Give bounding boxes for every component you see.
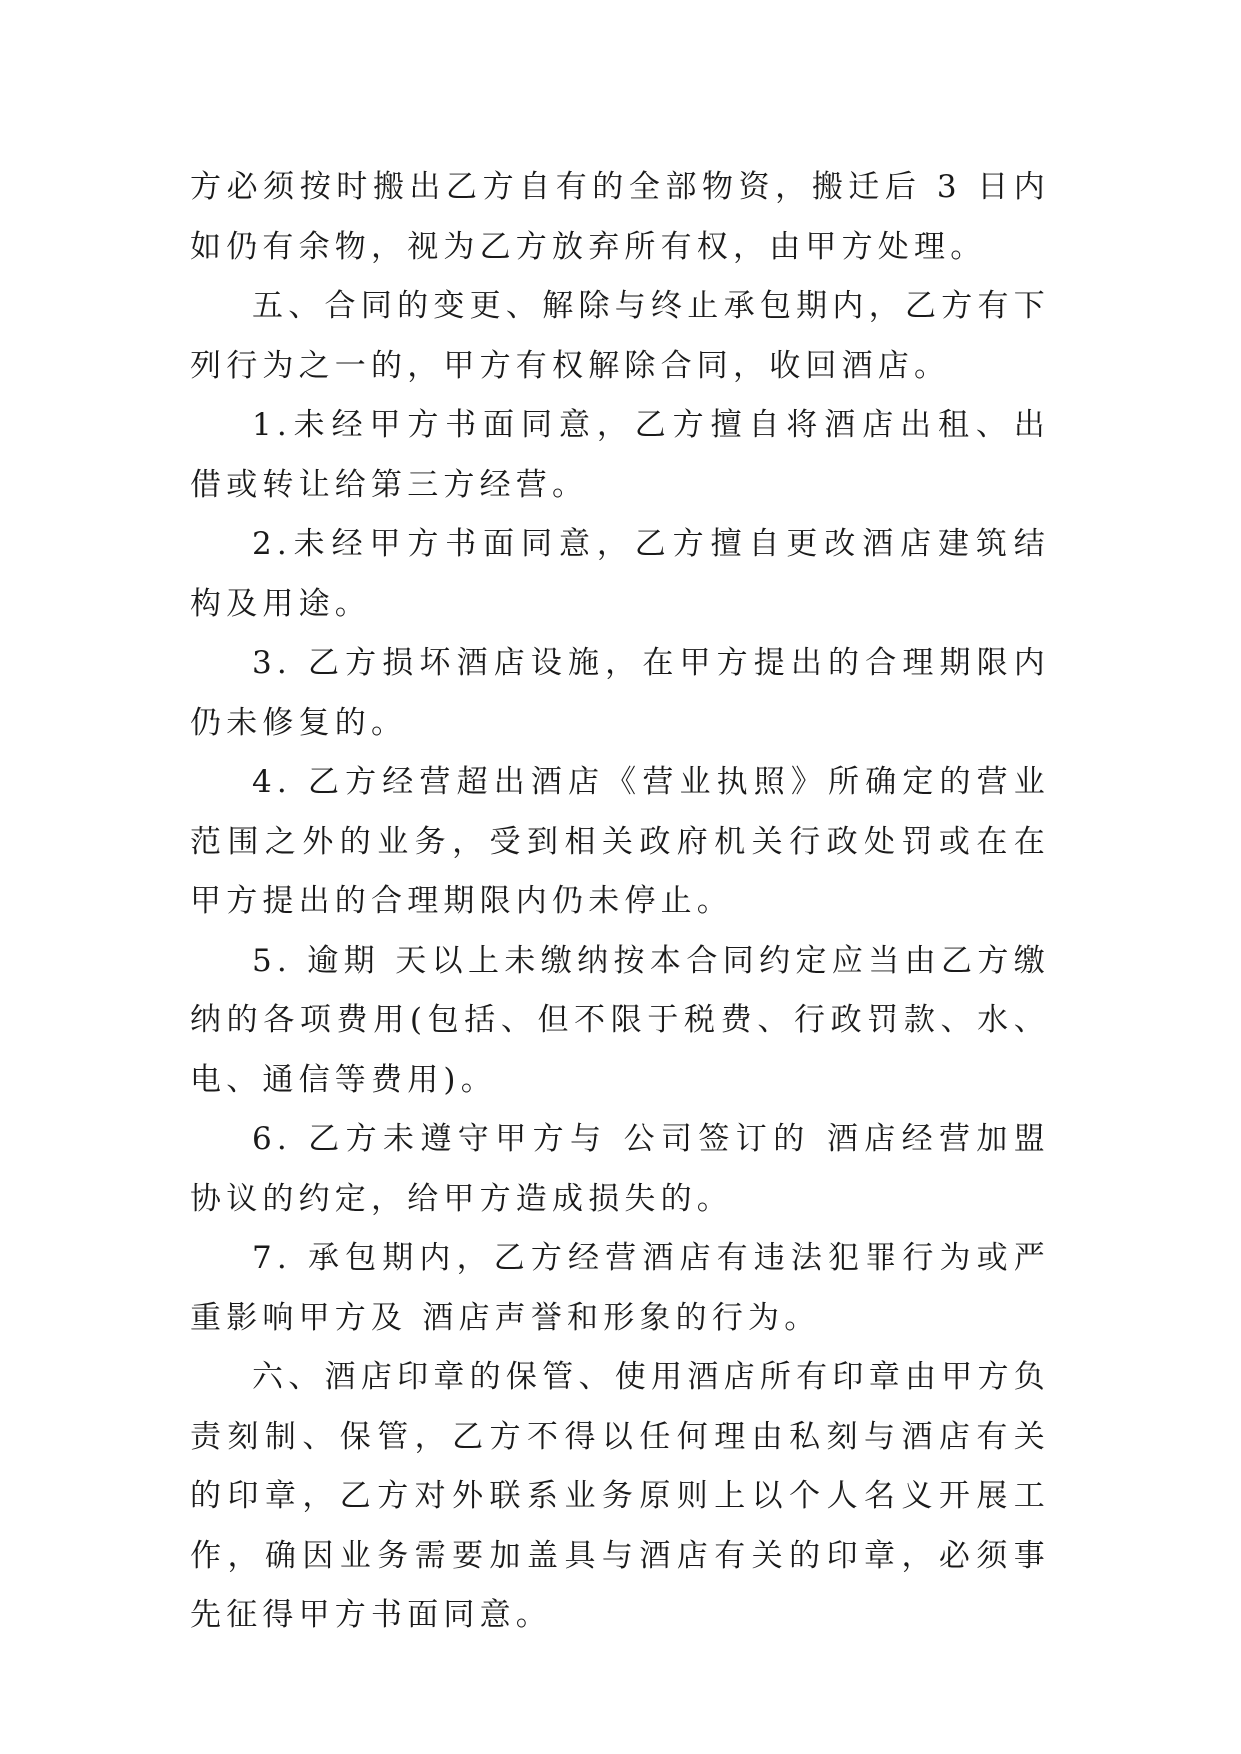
paragraph-section-six: 六、酒店印章的保管、使用酒店所有印章由甲方负责刻制、保管，乙方不得以任何理由私刻与酒店有关的印章，乙方对外联系业务原则上以个人名义开展工作，确因业务需要加盖具与酒店有关的印章，必须事先征得甲方书面同意。 <box>190 1359 1050 1633</box>
document-body <box>190 158 1050 1646</box>
paragraph-continuation: 方必须按时搬出乙方自有的全部物资，搬迁后 3 日内如仍有余物，视为乙方放弃所有权，由甲方处理。 <box>190 169 1050 265</box>
paragraph-item-4: 4. 乙方经营超出酒店《营业执照》所确定的营业范围之外的业务，受到相关政府机关行政处罚或在在甲方提出的合理期限内仍未停止。 <box>190 764 1050 919</box>
paragraph-item-2: 2.未经甲方书面同意，乙方擅自更改酒店建筑结构及用途。 <box>190 526 1050 622</box>
paragraph-item-7: 7. 承包期内，乙方经营酒店有违法犯罪行为或严重影响甲方及 酒店声誉和形象的行为。 <box>190 1240 1050 1336</box>
paragraph-item-3: 3. 乙方损坏酒店设施，在甲方提出的合理期限内仍未修复的。 <box>190 645 1050 741</box>
paragraph-section-five: 五、合同的变更、解除与终止承包期内，乙方有下列行为之一的，甲方有权解除合同，收回酒店。 <box>190 288 1050 384</box>
paragraph-item-5: 5. 逾期 天以上未缴纳按本合同约定应当由乙方缴纳的各项费用(包括、但不限于税费、行政罚款、水、电、通信等费用)。 <box>190 942 1050 1098</box>
paragraph-item-6: 6. 乙方未遵守甲方与 公司签订的 酒店经营加盟协议的约定，给甲方造成损失的。 <box>190 1121 1050 1217</box>
paragraph-item-1: 1.未经甲方书面同意，乙方擅自将酒店出租、出借或转让给第三方经营。 <box>190 407 1050 503</box>
